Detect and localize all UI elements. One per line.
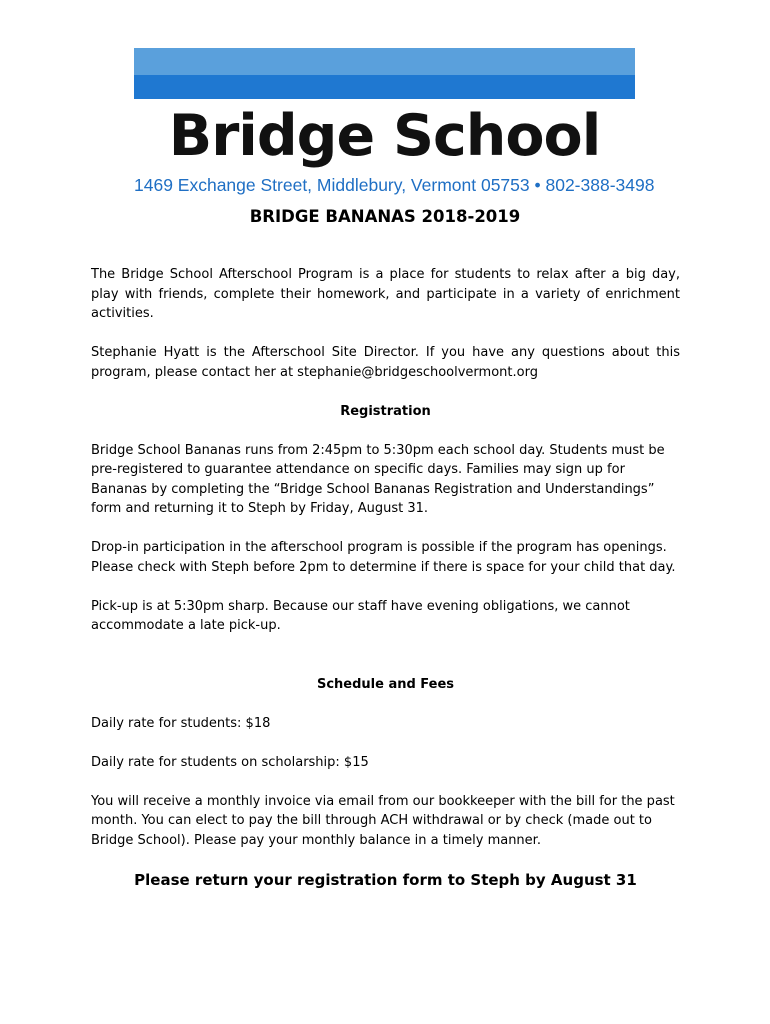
invoice-paragraph: You will receive a monthly invoice via email from our bookkeeper with the bill for the past month. You can elect to pay the bill through ACH withdrawal or by check (made out to Bridge School). Please pay your monthly balance in a timely manner. (91, 793, 675, 848)
document-title: BRIDGE BANANAS 2018-2019 (249, 207, 521, 226)
letterhead (134, 48, 655, 198)
intro-paragraph-2: Stephanie Hyatt is the Afterschool Site Director. If you have any questions about this program, please contact her at stephanie@bridgeschoolvermont.org (91, 345, 680, 380)
intro-paragraph-1: The Bridge School Afterschool Program is a place for students to relax after a big day, play with friends, complete their homework, and participate in a variety of enrichment activities. (91, 267, 680, 321)
registration-paragraph-2: Drop-in participation in the afterschool program is possible if the program has openings. Please check with Steph before 2pm to determine if there is space for your child that day. (91, 540, 676, 575)
letterhead-band-dark (134, 75, 635, 99)
school-name-logo: Bridge School (168, 103, 601, 169)
rate-scholarship: Daily rate for students on scholarship: $15 (91, 754, 369, 770)
rate-students: Daily rate for students: $18 (91, 715, 271, 731)
closing-reminder: Please return your registration form to Steph by August 31 (134, 870, 637, 889)
registration-paragraph-3: Pick-up is at 5:30pm sharp. Because our staff have evening obligations, we cannot accommodate a late pick-up. (91, 598, 630, 633)
schedule-heading: Schedule and Fees (316, 676, 455, 692)
registration-heading: Registration (340, 403, 431, 419)
registration-paragraph-1: Bridge School Bananas runs from 2:45pm to 5:30pm each school day. Students must be pre-registered to guarantee attendance on specific days. Families may sign up for Bananas by completing the “Bridge School Bananas Registration and Understandings” form and returning it to Steph by Friday, August 31. (91, 442, 665, 516)
school-address: 1469 Exchange Street, Middlebury, Vermont 05753 • 802-388-3498 (134, 175, 655, 195)
document-body (91, 265, 680, 890)
letterhead-band-light (134, 48, 635, 75)
